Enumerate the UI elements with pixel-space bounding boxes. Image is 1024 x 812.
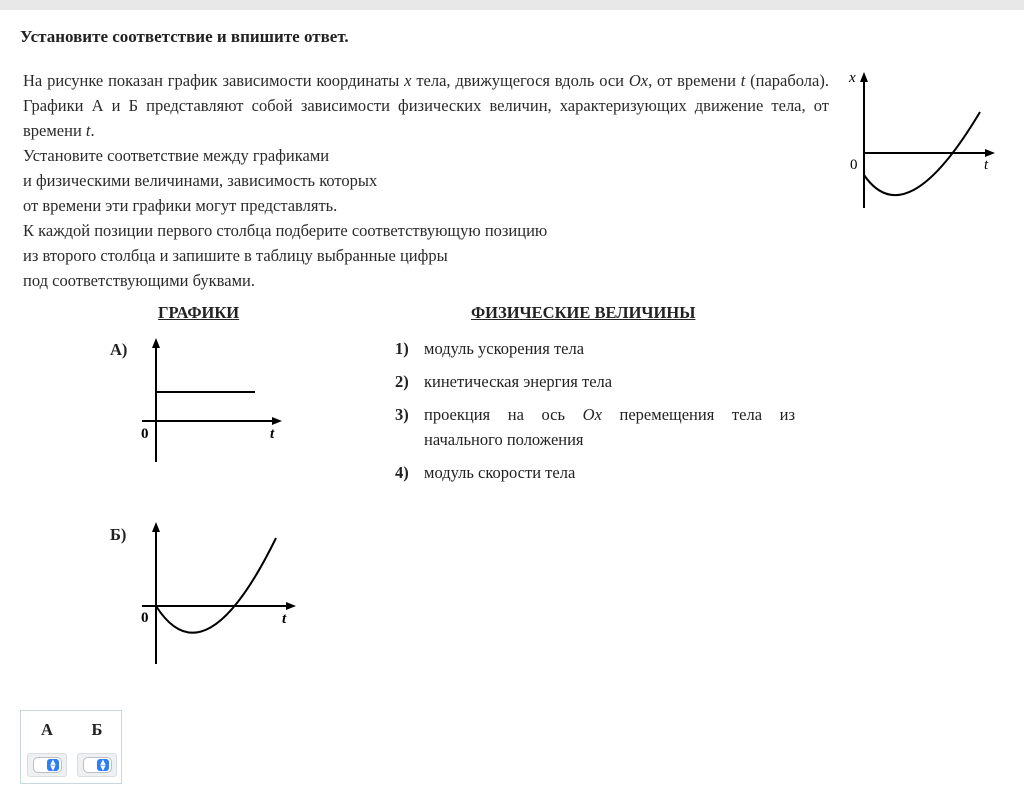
problem-line: от времени эти графики могут представлять. <box>23 196 338 215</box>
options-list <box>395 336 795 493</box>
task-title: Установите соответствие и впишите ответ. <box>20 27 349 46</box>
var-t: t <box>740 71 746 90</box>
problem-text-part: тела, движущегося вдоль оси <box>416 71 625 90</box>
y-axis-arrow <box>152 522 160 532</box>
option-text-part: перемещения тела из начального положения <box>424 405 795 449</box>
option-text-part: проекция на ось <box>424 405 566 424</box>
option-item <box>395 336 795 361</box>
graph-b-letter: Б) <box>110 525 127 544</box>
select-arrows-icon[interactable]: ▲ ▼ <box>47 759 59 771</box>
graph-a <box>138 334 288 466</box>
problem-text-part: (парабола). Графики А и Б представляют собой зависимости физических величин, характеризующих движение тела, от времени <box>23 71 829 140</box>
option-item <box>395 369 795 394</box>
option-number: 3) <box>395 405 409 424</box>
problem-paragraph <box>23 68 829 143</box>
option-text: кинетическая энергия тела <box>424 372 613 391</box>
problem-line: под соответствующими буквами. <box>23 271 255 290</box>
problem-line: из второго столбца и запишите в таблицу выбранные цифры <box>23 246 448 265</box>
problem-text-part: На рисунке показан график зависимости координаты <box>23 71 400 90</box>
origin-label: 0 <box>850 157 858 173</box>
var-ox: Ox <box>582 405 602 424</box>
select-control[interactable] <box>83 757 112 773</box>
y-axis-arrow <box>860 72 868 82</box>
x-axis-label: t <box>282 611 287 627</box>
x-axis-arrow <box>286 602 296 610</box>
main-graph <box>844 68 996 212</box>
option-number: 4) <box>395 463 409 482</box>
select-control[interactable] <box>33 757 62 773</box>
option-number: 1) <box>395 339 409 358</box>
answer-select-b[interactable] <box>77 753 117 777</box>
graphs-header: ГРАФИКИ <box>158 303 240 322</box>
answer-select-a[interactable] <box>27 753 67 777</box>
option-text: модуль ускорения тела <box>424 339 585 358</box>
y-axis-label: x <box>849 70 856 86</box>
problem-line: и физическими величинами, зависимость которых <box>23 171 378 190</box>
answer-header-b: Б <box>91 720 103 739</box>
parabola-curve <box>156 538 276 633</box>
problem-line: Установите соответствие между графиками <box>23 146 330 165</box>
answer-header-a: А <box>41 720 53 739</box>
origin-label: 0 <box>141 610 149 626</box>
x-axis-arrow <box>985 149 995 157</box>
option-number: 2) <box>395 372 409 391</box>
top-bar <box>0 0 1024 10</box>
x-axis-label: t <box>984 157 989 173</box>
problem-text-part: , от времени <box>648 71 736 90</box>
var-x: x <box>404 71 412 90</box>
graph-a-letter: А) <box>110 340 128 359</box>
problem-text-part: . <box>90 121 95 140</box>
option-item <box>395 402 795 452</box>
option-text <box>424 402 795 452</box>
select-arrows-icon[interactable]: ▲ ▼ <box>97 759 109 771</box>
x-axis-arrow <box>272 417 282 425</box>
quantities-header: ФИЗИЧЕСКИЕ ВЕЛИЧИНЫ <box>471 303 696 322</box>
var-t: t <box>85 121 91 140</box>
origin-label: 0 <box>141 426 149 442</box>
y-axis-arrow <box>152 338 160 348</box>
graph-b <box>138 518 303 666</box>
problem-line: К каждой позиции первого столбца подберите соответствующую позицию <box>23 221 548 240</box>
option-text: модуль скорости тела <box>424 463 576 482</box>
option-item <box>395 460 795 485</box>
problem-text <box>23 68 829 293</box>
x-axis-label: t <box>270 426 275 442</box>
var-ox: Ox <box>628 71 649 90</box>
answer-table <box>20 710 122 784</box>
